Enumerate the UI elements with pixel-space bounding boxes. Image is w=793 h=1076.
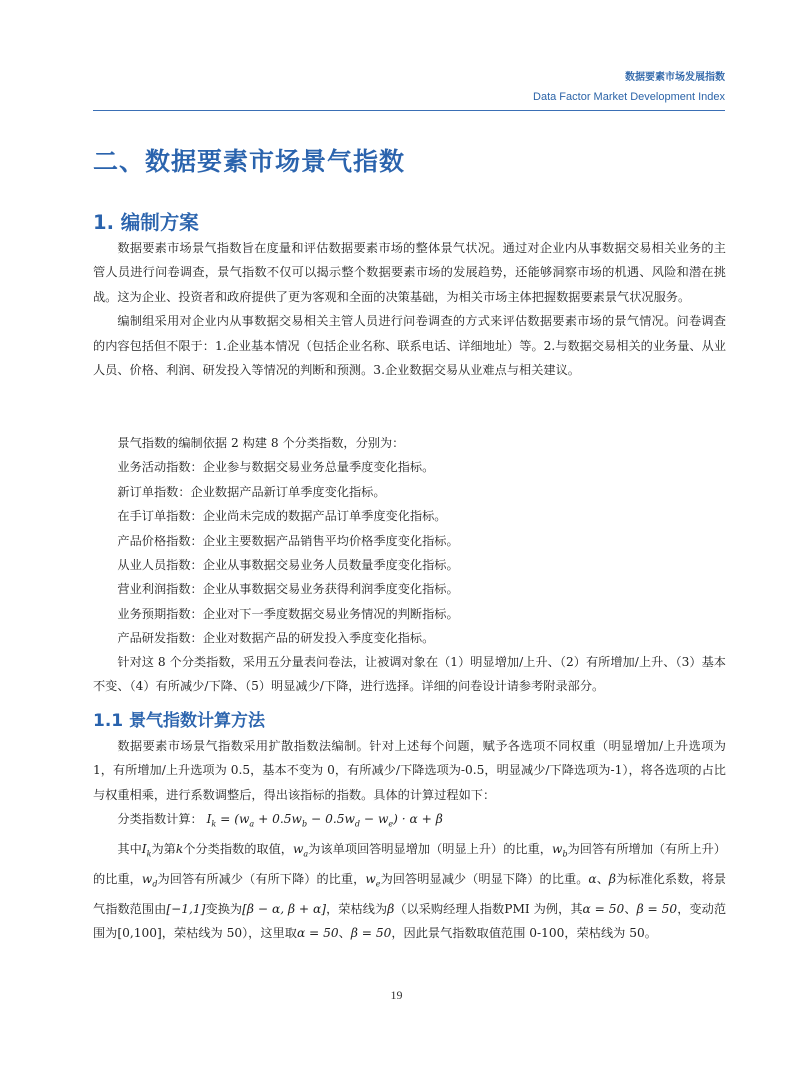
list-intro: 景气指数的编制依据 2 构建 8 个分类指数，分别为： xyxy=(117,436,405,450)
formula-line xyxy=(93,807,726,837)
scale-paragraph-block xyxy=(93,650,726,699)
list-item: 业务预期指数：企业对下一季度数据交易业务情况的判断指标。 xyxy=(117,606,459,621)
paragraph-purpose: 数据要素市场景气指数旨在度量和评估数据要素市场的整体景气状况。通过对企业内从事数据交易相关业务的主管人员进行问卷调查，景气指数不仅可以揭示整个数据要素市场的发展趋势，还能够洞察市场的机遇、风险和潜在挑战。这为企业、投资者和政府提供了更为客观和全面的决策基础，为相关市场主体把握数据要素景气状况服务。 xyxy=(93,241,726,304)
list-item: 新订单指数：企业数据产品新订单季度变化指标。 xyxy=(117,484,386,499)
list-item: 产品价格指数：企业主要数据产品销售平均价格季度变化指标。 xyxy=(117,533,459,548)
formula-label: 分类指数计算： xyxy=(117,812,203,827)
paragraph-diffusion: 数据要素市场景气指数采用扩散指数法编制。针对上述每个问题，赋予各选项不同权重（明显增加/上升选项为 1，有所增加/上升选项为 0.5，基本不变为 0，有所减少/下降选项为-0.5，明显减少/下降选项为-1），将各选项的占比与权重相乘，进行系数调整后，得出该指标的指数。具体的计算过程如下： xyxy=(93,739,726,802)
header-title-en: Data Factor Market Development Index xyxy=(533,91,725,103)
paragraph-scale: 针对这 8 个分类指数，采用五分量表问卷法，让被调对象在（1）明显增加/上升、（2）有所增加/上升、（3）基本不变、（4）有所减少/下降、（5）明显减少/下降，进行选择。详细的问卷设计请参考附录部分。 xyxy=(93,655,726,694)
header-title-cn: 数据要素市场发展指数 xyxy=(625,72,725,83)
list-item: 产品研发指数：企业对数据产品的研发投入季度变化指标。 xyxy=(117,631,435,646)
formula: $I_k = (w_a + 0.5w_b - 0.5w_d - w_e) \cdot \alpha + \beta$ xyxy=(206,812,443,829)
page-header xyxy=(93,64,725,111)
list-item: 在手订单指数：企业尚未完成的数据产品订单季度变化指标。 xyxy=(117,509,447,524)
list-item: 营业利润指数：企业从事数据交易业务获得利润季度变化指标。 xyxy=(117,582,459,597)
calculation-block xyxy=(93,734,726,946)
index-list xyxy=(93,431,726,651)
page-number: 19 xyxy=(390,988,403,1002)
paragraph-method: 编制组采用对企业内从事数据交易相关主管人员进行问卷调查的方式来评估数据要素市场的景气情况。问卷调查的内容包括但不限于：1.企业基本情况（包括企业名称、联系电话、详细地址）等。2.与数据交易相关的业务量、从业人员、价格、利润、研发投入等情况的判断和预测。3.企业数据交易从业难点与相关建议。 xyxy=(93,314,726,378)
subsection-heading: 1.1 景气指数计算方法 xyxy=(93,711,266,731)
intro-paragraphs xyxy=(93,236,726,382)
section-title: 二、数据要素市场景气指数 xyxy=(93,147,406,176)
paragraph-formula-explanation: 其中$I_k$为第k个分类指数的取值，$w_a$为该单项回答明显增加（明显上升）的比重，$w_b$为回答有所增加（有所上升）的比重，$w_d$为回答有所减少（有所下降）的比重，$w_e$为回答明显减少（明显下降）的比重。α、β为标准化系数，将景气指数范围由[−1,1]变换为[β − α, β + α]，荣枯线为β（以采购经理人指数PMI 为例，其α = 50、β = 50，变动范围为[0,100]，荣枯线为 50），这里取α = 50、β = 50，因此景气指数取值范围 0-100，荣枯线为 50。 xyxy=(93,842,727,941)
list-item: 从业人员指数：企业从事数据交易业务人员数量季度变化指标。 xyxy=(117,558,459,573)
subsection-title: 1. 编制方案 xyxy=(93,211,199,234)
list-item: 业务活动指数：企业参与数据交易业务总量季度变化指标。 xyxy=(117,460,435,475)
